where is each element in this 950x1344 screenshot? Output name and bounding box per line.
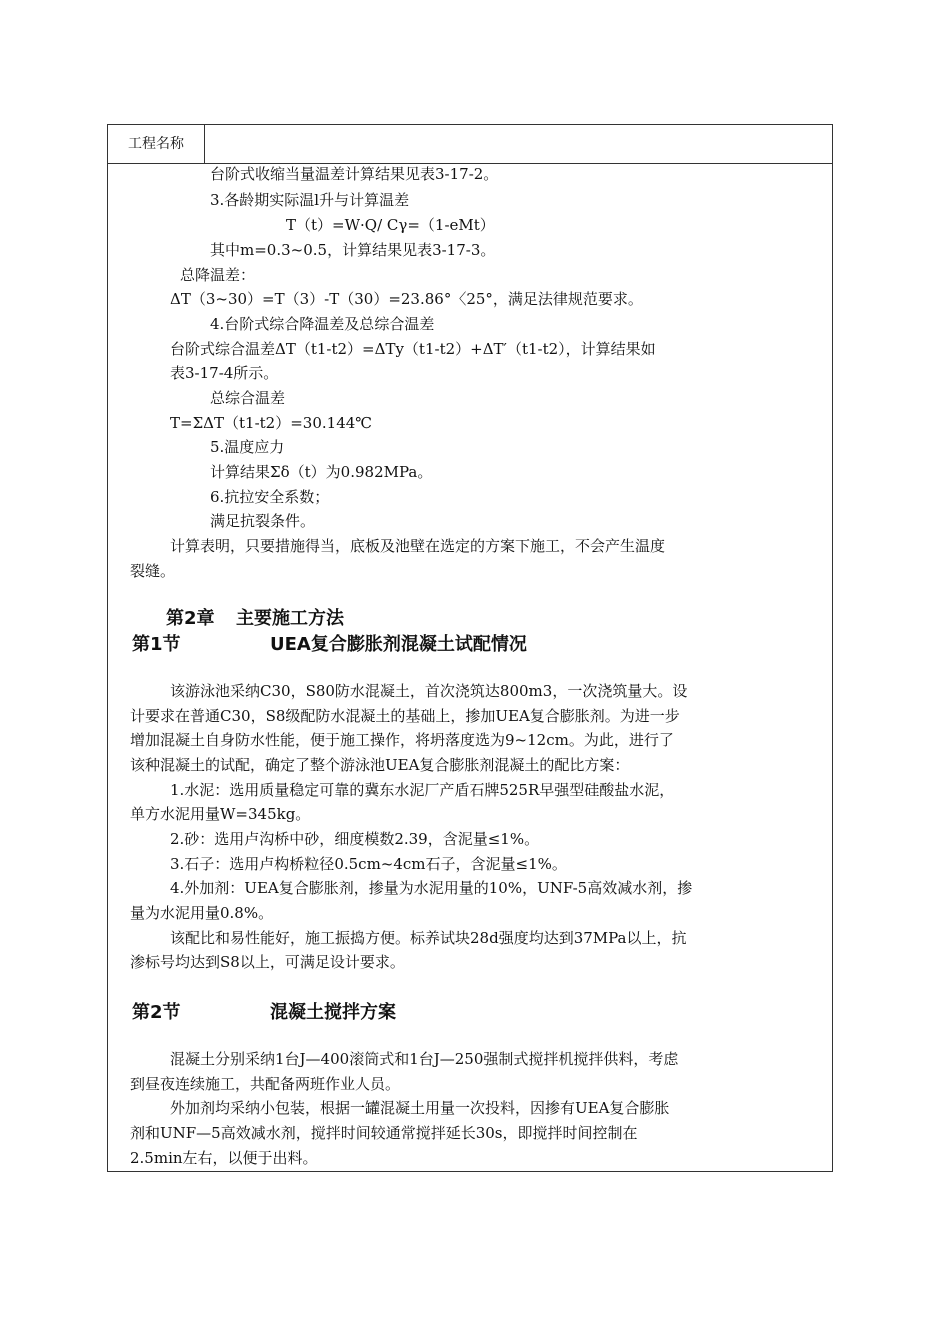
chapter-number: 第2章 — [166, 608, 215, 629]
text-line: T（t）=W·Q/ Cγ=（1-eMt） — [286, 216, 495, 234]
project-name-label: 工程名称 — [108, 125, 205, 163]
section-number: 第1节 — [132, 634, 181, 655]
chapter-title: 主要施工方法 — [236, 608, 344, 629]
text-line: 该种混凝土的试配，确定了整个游泳池UEA复合膨胀剂混凝土的配比方案： — [130, 756, 630, 774]
text-line: 3.各龄期实际温l升与计算温差 — [210, 191, 410, 209]
text-line: 表3-17-4所示。 — [170, 364, 279, 382]
header-row — [108, 125, 832, 164]
text-line: 到昼夜连续施工，共配备两班作业人员。 — [130, 1075, 401, 1093]
text-line: 3.石子：选用卢构桥粒径0.5cm~4cm石子，含泥量≤1%。 — [170, 855, 567, 873]
text-line: 量为水泥用量0.8%。 — [130, 904, 274, 922]
text-line: T=ΣΔT（t1-t2）=30.144℃ — [170, 414, 373, 432]
text-line: 外加剂均采纳小包装，根据一罐混凝土用量一次投料，因掺有UEA复合膨胀 — [170, 1099, 670, 1117]
text-line: 总综合温差 — [210, 389, 286, 407]
text-line: 总降温差： — [180, 266, 256, 284]
text-line: 6.抗拉安全系数； — [210, 488, 330, 506]
text-line: 1.水泥：选用质量稳定可靠的冀东水泥厂产盾石牌525R早强型硅酸盐水泥， — [170, 781, 675, 799]
text-line: ΔT（3~30）=T（3）-T（30）=23.86°〈25°，满足法律规范要求。 — [170, 290, 643, 308]
text-line: 台阶式综合温差ΔT（t1-t2）=ΔTy（t1-t2）+ΔT′（t1-t2），计算结果如 — [170, 340, 656, 358]
section-title: UEA复合膨胀剂混凝土试配情况 — [270, 634, 527, 655]
section-title: 混凝土搅拌方案 — [270, 1002, 396, 1023]
section-number: 第2节 — [132, 1002, 181, 1023]
text-line: 该配比和易性能好，施工振捣方便。标养试块28d强度均达到37MPa以上，抗 — [170, 929, 687, 947]
text-line: 其中m=0.3~0.5，计算结果见表3-17-3。 — [210, 241, 496, 259]
document-frame — [107, 124, 833, 1172]
text-line: 混凝土分别采纳1台J—400滚筒式和1台J—250强制式搅拌机搅拌供料，考虑 — [170, 1050, 679, 1068]
text-line: 计算表明，只要措施得当，底板及池壁在选定的方案下施工，不会产生温度 — [170, 537, 666, 555]
text-line: 4.外加剂：UEA复合膨胀剂，掺量为水泥用量的10%，UNF-5高效减水剂，掺 — [170, 879, 693, 897]
text-line: 满足抗裂条件。 — [210, 512, 316, 530]
text-line: 2.砂：选用卢沟桥中砂，细度模数2.39，含泥量≤1%。 — [170, 830, 540, 848]
text-line: 5.温度应力 — [210, 438, 285, 456]
text-line: 2.5min左右，以便于出料。 — [130, 1149, 318, 1167]
text-line: 4.台阶式综合降温差及总综合温差 — [210, 315, 435, 333]
text-line: 台阶式收缩当量温差计算结果见表3-17-2。 — [210, 165, 499, 183]
text-line: 单方水泥用量W=345kg。 — [130, 805, 311, 823]
text-line: 裂缝。 — [130, 562, 176, 580]
text-line: 该游泳池采纳C30，S80防水混凝土，首次浇筑达800m3，一次浇筑量大。设 — [170, 682, 688, 700]
text-line: 计算结果Σδ（t）为0.982MPa。 — [210, 463, 433, 481]
text-line: 渗标号均达到S8以上，可满足设计要求。 — [130, 953, 405, 971]
text-line: 增加混凝土自身防水性能，便于施工操作，将坍落度选为9~12cm。为此，进行了 — [130, 731, 674, 749]
text-line: 剂和UNF—5高效减水剂，搅拌时间较通常搅拌延长30s，即搅拌时间控制在 — [130, 1124, 638, 1142]
text-line: 计要求在普通C30，S8级配防水混凝土的基础上，掺加UEA复合膨胀剂。为进一步 — [130, 707, 680, 725]
